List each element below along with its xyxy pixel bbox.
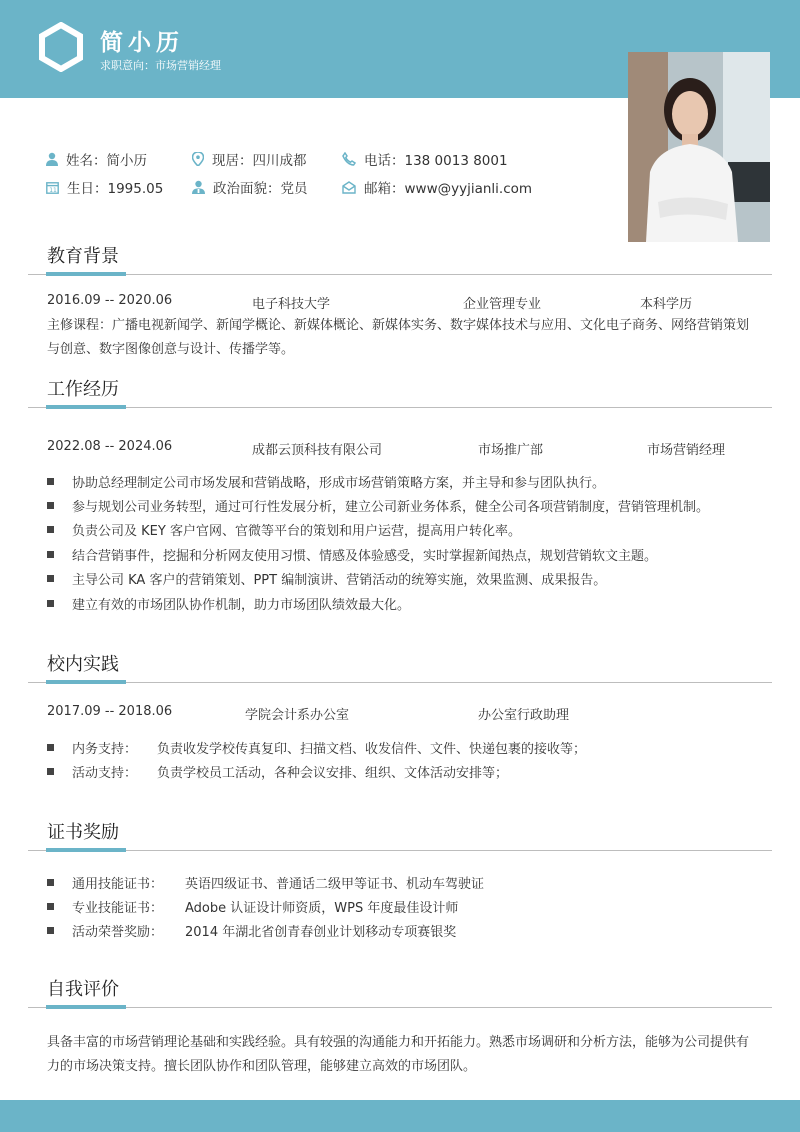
certs-title: 证书奖励 — [47, 822, 119, 843]
resume-name: 简小历 — [100, 30, 184, 56]
campus-accent — [46, 680, 126, 684]
info-name-text: 姓名：简小历 — [66, 153, 147, 169]
campus-role: 办公室行政助理 — [478, 708, 570, 723]
cert-item: 活动荣誉奖励： 2014 年湖北省创青春创业计划移动专项赛银奖 — [47, 921, 456, 940]
education-divider — [28, 274, 772, 275]
profile-photo — [628, 52, 770, 242]
education-title: 教育背景 — [47, 246, 119, 267]
info-birth — [46, 177, 163, 197]
education-major: 企业管理专业 — [463, 297, 542, 312]
campus-period: 2017.09 -- 2018.06 — [47, 704, 173, 719]
hexagon-logo-icon — [38, 22, 84, 72]
cert-item: 通用技能证书： 英语四级证书、普通话二级甲等证书、机动车驾驶证 — [47, 873, 484, 892]
self-accent — [46, 1005, 126, 1009]
svg-text:11: 11 — [49, 186, 57, 194]
campus-item: 活动支持： 负责学校员工活动，各种会议安排、组织、文体活动安排等； — [47, 762, 508, 781]
info-name — [46, 149, 147, 169]
info-email — [342, 177, 532, 197]
info-email-text: 邮箱：www@yyjianli.com — [364, 181, 533, 197]
campus-item: 内务支持： 负责收发学校传真复印、扫描文档、收发信件、文件、快递包裹的接收等； — [47, 738, 586, 757]
self-divider — [28, 1007, 772, 1008]
campus-org: 学院会计系办公室 — [245, 708, 350, 723]
education-period: 2016.09 -- 2020.06 — [47, 293, 173, 308]
education-accent — [46, 272, 126, 276]
work-item: 结合营销事件，挖掘和分析网友使用习惯、情感及体验感受，实时掌握新闻热点，规划营销软文主题。 — [47, 545, 657, 564]
info-residence-text: 现居：四川成都 — [212, 153, 307, 169]
certs-accent — [46, 848, 126, 852]
mail-icon — [342, 181, 356, 194]
work-company: 成都云顶科技有限公司 — [252, 443, 383, 458]
campus-divider — [28, 682, 772, 683]
self-text: 具备丰富的市场营销理论基础和实践经验。具有较强的沟通能力和开拓能力。熟悉市场调研和分析方法，能够为公司提供有力的市场决策支持。擅长团队协作和团队管理，能够建立高效的市场团队。 — [47, 1035, 750, 1074]
certs-divider — [28, 850, 772, 851]
campus-title: 校内实践 — [47, 654, 119, 675]
calendar-icon — [46, 181, 59, 194]
education-courses: 主修课程：广播电视新闻学、新闻学概论、新媒体概论、新媒体实务、数字媒体技术与应用、文化电子商务、网络营销策划与创意、数字图像创意与设计、传播学等。 — [47, 318, 750, 357]
work-item: 主导公司 KA 客户的营销策划、PPT 编制演讲、营销活动的统筹实施，效果监测、成果报告。 — [47, 569, 606, 588]
info-political-text: 政治面貌：党员 — [213, 181, 308, 197]
person-icon — [46, 152, 58, 166]
footer-bar — [0, 1100, 800, 1132]
info-phone-text: 电话：138 0013 8001 — [364, 153, 508, 169]
work-divider — [28, 407, 772, 408]
info-political — [192, 177, 308, 197]
cert-item: 专业技能证书： Adobe 认证设计师资质，WPS 年度最佳设计师 — [47, 897, 458, 916]
work-dept: 市场推广部 — [478, 443, 544, 458]
education-school: 电子科技大学 — [252, 297, 331, 312]
job-objective: 求职意向：市场营销经理 — [100, 59, 221, 72]
work-position: 市场营销经理 — [647, 443, 726, 458]
work-period: 2022.08 -- 2024.06 — [47, 439, 173, 454]
location-icon — [192, 152, 204, 166]
info-birth-text: 生日：1995.05 — [67, 181, 164, 197]
info-residence — [192, 149, 307, 169]
work-item: 建立有效的市场团队协作机制，助力市场团队绩效最大化。 — [47, 594, 410, 613]
phone-icon — [342, 152, 356, 166]
info-phone — [342, 149, 508, 169]
badge-icon — [192, 180, 205, 194]
work-item: 负责公司及 KEY 客户官网、官微等平台的策划和用户运营，提高用户转化率。 — [47, 520, 521, 539]
education-degree: 本科学历 — [640, 297, 693, 312]
work-item: 参与规划公司业务转型，通过可行性发展分析，建立公司新业务体系，健全公司各项营销制度，营销管理机制。 — [47, 496, 709, 515]
self-title: 自我评价 — [47, 979, 119, 1000]
work-item: 协助总经理制定公司市场发展和营销战略，形成市场营销策略方案，并主导和参与团队执行。 — [47, 472, 605, 491]
work-accent — [46, 405, 126, 409]
work-title: 工作经历 — [47, 379, 119, 400]
